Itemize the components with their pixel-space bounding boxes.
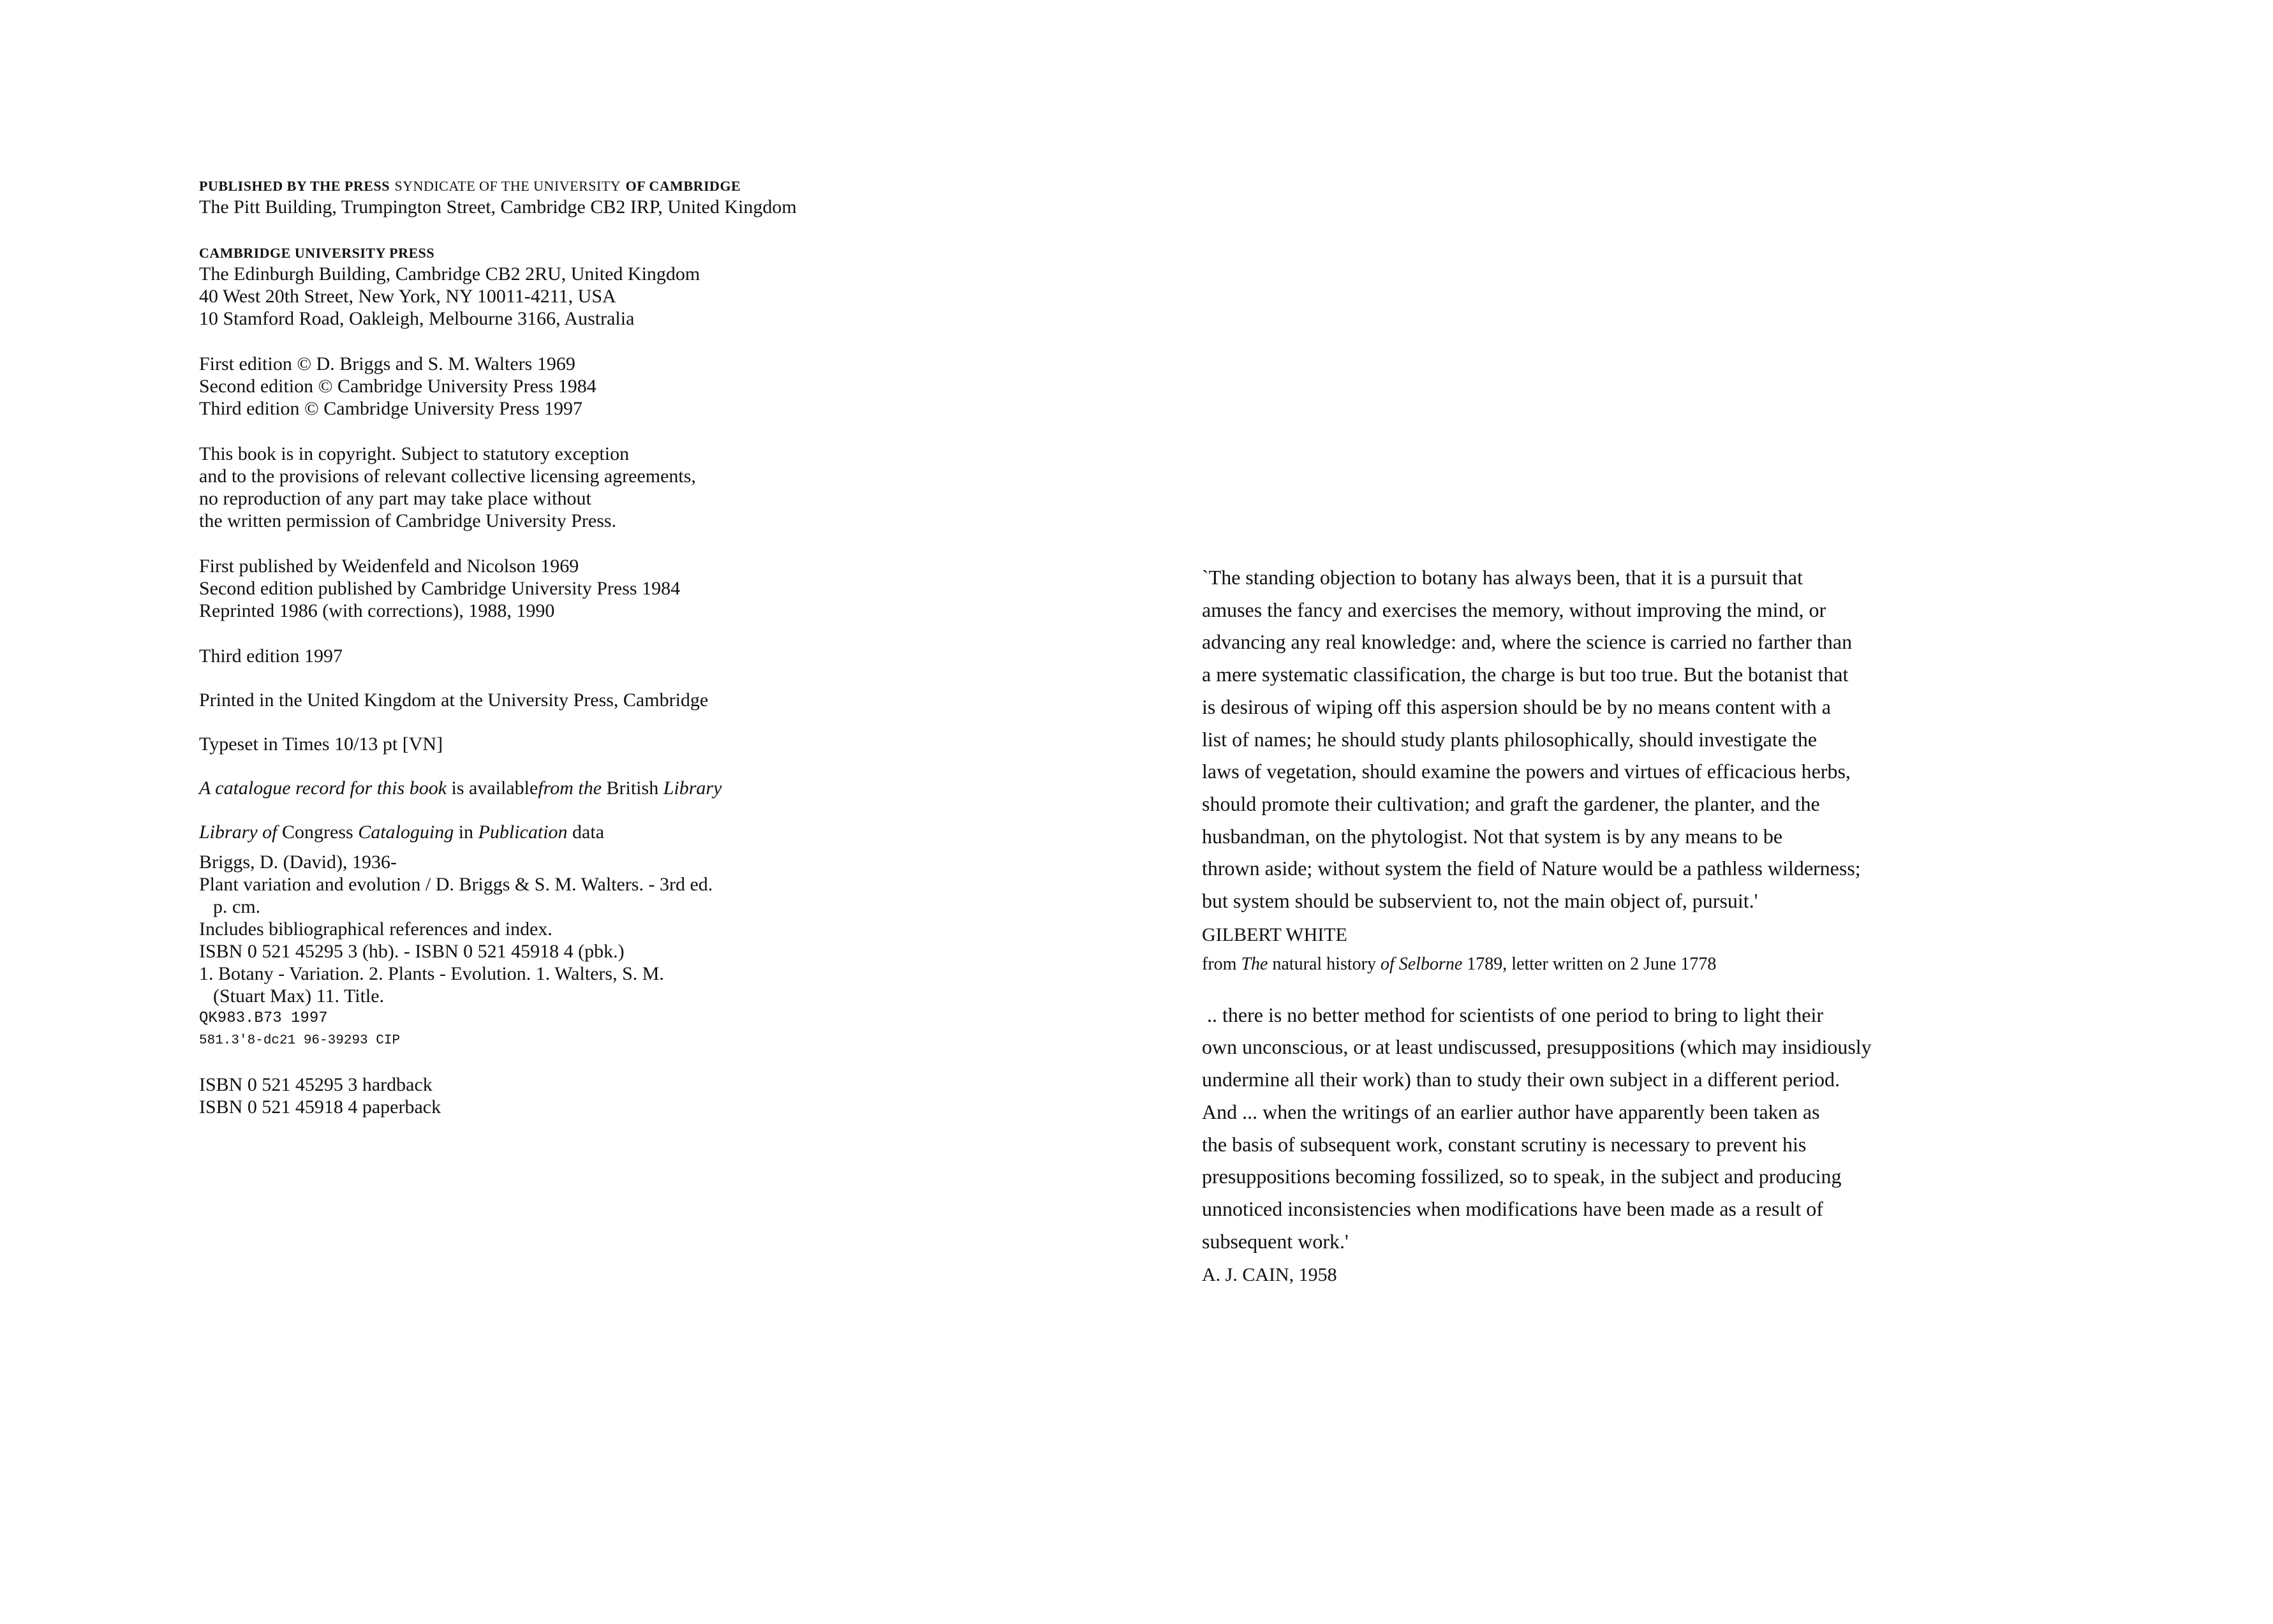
quote-line: .. there is no better method for scientists of one period to bring to light their bbox=[1202, 1003, 1824, 1026]
loc-heading-normal3: data bbox=[572, 822, 605, 843]
loc-heading-normal2: in bbox=[458, 822, 474, 843]
catalogue-record-italic3: Library bbox=[663, 778, 722, 799]
loc-heading-italic2: Cataloguing bbox=[358, 822, 454, 843]
isbn-line: ISBN 0 521 45918 4 paperback bbox=[199, 1096, 441, 1118]
quote-line: presuppositions becoming fossilized, so to speak, in the subject and producing bbox=[1202, 1165, 1842, 1188]
cip-line: Plant variation and evolution / D. Briggs & S. M. Walters. - 3rd ed. bbox=[199, 874, 713, 895]
source-normal1: natural history bbox=[1272, 954, 1376, 974]
publisher-block bbox=[199, 173, 965, 218]
cip-line: (Stuart Max) 11. Title. bbox=[213, 985, 385, 1007]
quote-line: a mere systematic classification, the charge is but too true. But the botanist that bbox=[1202, 663, 1849, 686]
quote-line: the basis of subsequent work, constant scrutiny is necessary to prevent his bbox=[1202, 1132, 1807, 1156]
cain-author: A. J. CAIN, 1958 bbox=[1202, 1264, 1337, 1286]
publisher-header-part1: PUBLISHED BY THE PRESS bbox=[199, 178, 390, 194]
catalogue-record-normal: is available bbox=[451, 778, 538, 799]
quote-line: thrown aside; without system the field of Nature would be a pathless wilderness; bbox=[1202, 857, 1861, 880]
quote-line: husbandman, on the phytologist. Not that system is by any means to be bbox=[1202, 824, 1783, 848]
quote-line: `The standing objection to botany has always been, that it is a pursuit that bbox=[1202, 566, 1803, 589]
classification-line: 581.3'8-dc21 96-39293 CIP bbox=[199, 1033, 401, 1048]
loc-heading bbox=[199, 821, 965, 843]
isbn-block bbox=[199, 1074, 965, 1118]
cip-line: p. cm. bbox=[213, 896, 261, 917]
quote-line: advancing any real knowledge: and, where the science is carried no farther than bbox=[1202, 630, 1853, 654]
quote-line: subsequent work.' bbox=[1202, 1229, 1349, 1253]
quote-line: list of names; he should study plants philosophically, should investigate the bbox=[1202, 727, 1818, 751]
copyright-notice bbox=[199, 443, 965, 532]
copyright-line: This book is in copyright. Subject to statutory exception bbox=[199, 443, 630, 464]
edition-line: First edition © D. Briggs and S. M. Walters 1969 bbox=[199, 353, 575, 374]
white-epigraph bbox=[1202, 561, 2006, 977]
imprint-page bbox=[199, 173, 965, 1118]
copyright-line: and to the provisions of relevant collective licensing agreements, bbox=[199, 466, 696, 487]
quote-line: laws of vegetation, should examine the powers and virtues of efficacious herbs, bbox=[1202, 760, 1851, 783]
classification-line: QK983.B73 1997 bbox=[199, 1010, 328, 1027]
edition-line: Third edition © Cambridge University Press 1997 bbox=[199, 398, 583, 419]
isbn-line: ISBN 0 521 45295 3 hardback bbox=[199, 1074, 433, 1095]
quote-line: but system should be subservient to, not the main object of, pursuit.' bbox=[1202, 889, 1758, 913]
publisher-header bbox=[199, 173, 965, 196]
cup-header: CAMBRIDGE UNIVERSITY PRESS bbox=[199, 245, 435, 261]
printed-line: Printed in the United Kingdom at the University Press, Cambridge bbox=[199, 690, 709, 711]
cip-line: 1. Botany - Variation. 2. Plants - Evolution. 1. Walters, S. M. bbox=[199, 963, 664, 984]
cain-epigraph bbox=[1202, 999, 2006, 1288]
white-author: GILBERT WHITE bbox=[1202, 924, 1347, 945]
epigraph-page bbox=[1202, 561, 2006, 1288]
loc-heading-italic3: Publication bbox=[478, 822, 568, 843]
quote-line: And ... when the writings of an earlier author have apparently been taken as bbox=[1202, 1100, 1820, 1123]
quote-line: own unconscious, or at least undiscussed, presuppositions (which may insidiously bbox=[1202, 1035, 1872, 1059]
typeset-line: Typeset in Times 10/13 pt [VN] bbox=[199, 734, 443, 755]
copyright-line: no reproduction of any part may take place without bbox=[199, 488, 591, 509]
history-line: Second edition published by Cambridge University Press 1984 bbox=[199, 578, 681, 599]
catalogue-record-italic: A catalogue record for this book bbox=[199, 778, 447, 799]
publisher-header-part3: OF CAMBRIDGE bbox=[625, 178, 741, 194]
third-edition-line: Third edition 1997 bbox=[199, 646, 343, 667]
source-from: from bbox=[1202, 954, 1237, 974]
source-italic2: of Selborne bbox=[1380, 954, 1463, 974]
catalogue-record-normal2: British bbox=[606, 778, 659, 799]
quote-line: amuses the fancy and exercises the memory, without improving the mind, or bbox=[1202, 598, 1826, 621]
loc-heading-normal1: Congress bbox=[282, 822, 353, 843]
history-line: Reprinted 1986 (with corrections), 1988, 1990 bbox=[199, 600, 555, 621]
quote-line: unnoticed inconsistencies when modifications have been made as a result of bbox=[1202, 1197, 1823, 1220]
quote-line: undermine all their work) than to study their own subject in a different period. bbox=[1202, 1068, 1840, 1091]
source-normal2: 1789, letter written on 2 June 1778 bbox=[1467, 954, 1717, 974]
cup-block bbox=[199, 244, 965, 330]
loc-heading-italic1: Library of bbox=[199, 822, 278, 843]
publication-history bbox=[199, 555, 965, 622]
catalogue-record-italic2: from the bbox=[538, 778, 602, 799]
cip-line: ISBN 0 521 45295 3 (hb). - ISBN 0 521 45918 4 (pbk.) bbox=[199, 941, 625, 962]
cip-line: Briggs, D. (David), 1936- bbox=[199, 852, 397, 873]
quote-line: is desirous of wiping off this aspersion should be by no means content with a bbox=[1202, 695, 1831, 718]
pitt-address: The Pitt Building, Trumpington Street, Cambridge CB2 IRP, United Kingdom bbox=[199, 196, 797, 218]
cup-address-line: 10 Stamford Road, Oakleigh, Melbourne 3166, Australia bbox=[199, 308, 635, 329]
copyright-line: the written permission of Cambridge University Press. bbox=[199, 510, 617, 531]
cup-address-line: The Edinburgh Building, Cambridge CB2 2RU, United Kingdom bbox=[199, 263, 700, 284]
cip-data bbox=[199, 851, 965, 1052]
source-italic1: The bbox=[1241, 954, 1268, 974]
cup-address-line: 40 West 20th Street, New York, NY 10011-4211, USA bbox=[199, 286, 616, 307]
edition-line: Second edition © Cambridge University Press 1984 bbox=[199, 376, 596, 397]
editions-block bbox=[199, 353, 965, 420]
quote-line: should promote their cultivation; and graft the gardener, the planter, and the bbox=[1202, 792, 1820, 815]
cip-line: Includes bibliographical references and index. bbox=[199, 919, 552, 940]
catalogue-record-line bbox=[199, 777, 965, 799]
publisher-header-part2: SYNDICATE OF THE UNIVERSITY bbox=[394, 178, 621, 194]
white-source bbox=[1202, 952, 2006, 977]
history-line: First published by Weidenfeld and Nicolson 1969 bbox=[199, 556, 579, 577]
